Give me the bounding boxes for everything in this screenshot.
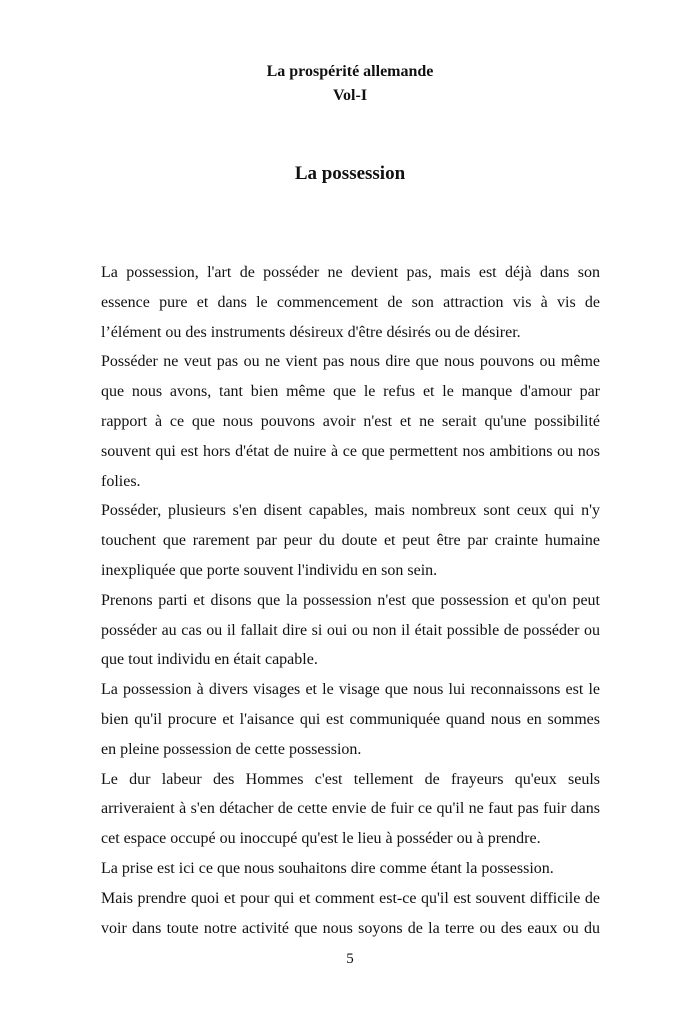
text-line: en pleine possession de cette possession. (101, 740, 362, 758)
text-line: arriveraient à s'en détacher de cette envie de fuir ce qu'il ne faut pas fuir dans (101, 800, 600, 818)
page-number: 5 (346, 951, 354, 967)
text-line: bien qu'il procure et l'aisance qui est communiquée quand nous en sommes (101, 710, 600, 728)
text-line: touchent que rarement par peur du doute et peut être par crainte humaine (101, 532, 600, 550)
text-line: Le dur labeur des Hommes c'est tellement de frayeurs qu'eux seuls (101, 770, 600, 788)
volume-label: Vol-I (332, 87, 368, 104)
text-line: Posséder ne veut pas ou ne vient pas nous dire que nous pouvons ou même (101, 353, 600, 371)
text-line: que tout individu en était capable. (101, 651, 318, 669)
text-line: souvent qui est hors d'état de nuire à ce que permettent nos ambitions ou nos (101, 442, 600, 460)
text-line: La possession à divers visages et le visage que nous lui reconnaissons est le (101, 681, 600, 699)
text-line: La possession, l'art de posséder ne devient pas, mais est déjà dans son (101, 264, 600, 281)
text-line: cet espace occupé ou inoccupé qu'est le lieu à posséder ou à prendre. (101, 830, 541, 848)
text-line: inexpliquée que porte souvent l'individu en son sein. (101, 561, 438, 579)
text-line: l’élément ou des instruments désireux d'être désirés ou de désirer. (101, 323, 521, 341)
body-text (101, 258, 600, 943)
text-line: rapport à ce que nous pouvons avoir n'est et ne serait qu'une possibilité (101, 412, 600, 430)
text-line: essence pure et dans le commencement de son attraction vis à vis de (101, 293, 600, 311)
chapter-title: La possession (294, 163, 406, 184)
text-line: Prenons parti et disons que la possession n'est que possession et qu'on peut (101, 591, 600, 609)
text-line: La prise est ici ce que nous souhaitons dire comme étant la possession. (101, 859, 554, 877)
book-title: La prospérité allemande (266, 63, 434, 80)
text-line: voir dans toute notre activité que nous soyons de la terre ou des eaux ou du (101, 919, 600, 937)
text-line: que nous avons, tant bien même que le refus et le manque d'amour par (101, 383, 600, 401)
text-line: posséder au cas ou il fallait dire si oui ou non il était possible de posséder ou (101, 621, 600, 639)
text-line: Posséder, plusieurs s'en disent capables, mais nombreux sont ceux qui n'y (101, 502, 600, 520)
text-line: folies. (101, 472, 141, 490)
text-line: Mais prendre quoi et pour qui et comment est-ce qu'il est souvent difficile de (101, 889, 600, 907)
